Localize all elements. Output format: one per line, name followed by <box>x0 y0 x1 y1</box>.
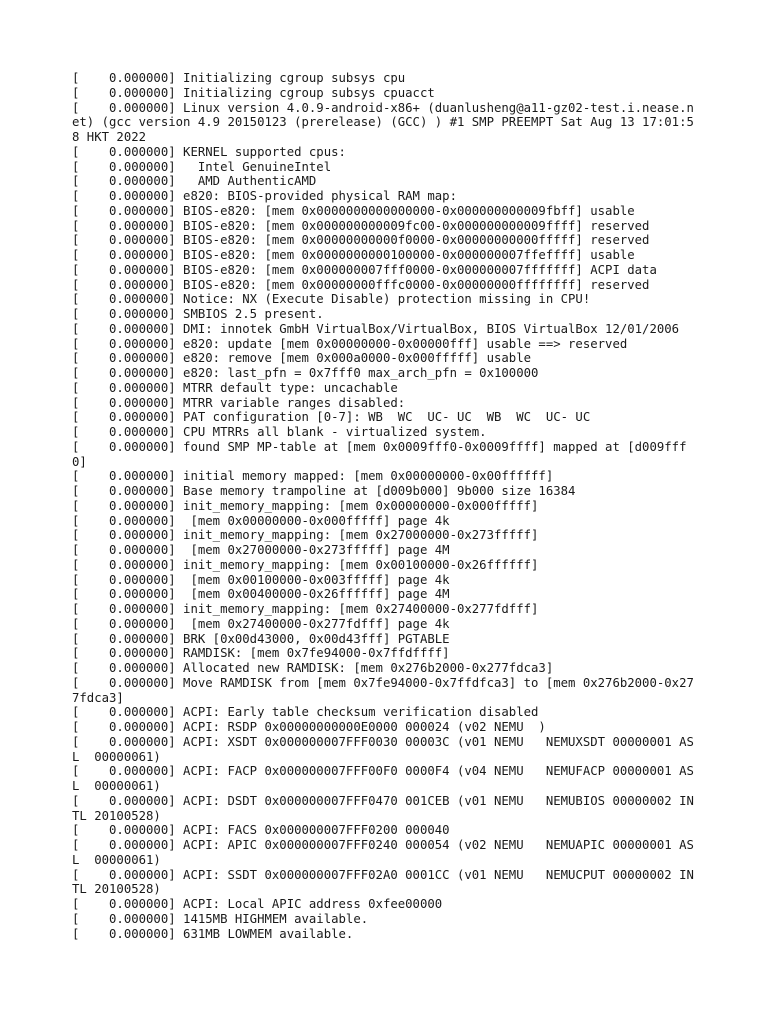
log-line: [ 0.000000] KERNEL supported cpus: <box>72 144 346 159</box>
log-line: [ 0.000000] init_memory_mapping: [mem 0x00000000-0x000fffff] <box>72 498 539 513</box>
log-line: [ 0.000000] initial memory mapped: [mem 0x00000000-0x00ffffff] <box>72 469 554 484</box>
log-line: [ 0.000000] RAMDISK: [mem 0x7fe94000-0x7ffdffff] <box>72 646 450 661</box>
log-line: [ 0.000000] ACPI: Local APIC address 0xfee00000 <box>72 897 443 911</box>
log-line: [ 0.000000] ACPI: DSDT 0x000000007FFF0470 001CEB (v01 NEMU NEMUBIOS 00000002 INTL 20100528) <box>72 793 694 823</box>
log-line: [ 0.000000] ACPI: APIC 0x000000007FFF0240 000054 (v02 NEMU NEMUAPIC 00000001 ASL 00000061) <box>72 838 694 867</box>
log-line: [ 0.000000] [mem 0x00000000-0x000fffff] page 4k <box>72 513 450 528</box>
log-line: [ 0.000000] BIOS-e820: [mem 0x000000007fff0000-0x000000007fffffff] ACPI data <box>72 262 657 277</box>
log-line: [ 0.000000] Move RAMDISK from [mem 0x7fe94000-0x7ffdfca3] to [mem 0x276b2000-0x277fdca3] <box>72 675 694 705</box>
log-line: [ 0.000000] DMI: innotek GmbH VirtualBox/VirtualBox, BIOS VirtualBox 12/01/2006 <box>72 321 680 336</box>
log-line: [ 0.000000] e820: remove [mem 0x000a0000-0x000fffff] usable <box>72 351 532 366</box>
log-line: [ 0.000000] BIOS-e820: [mem 0x0000000000100000-0x000000007ffeffff] usable <box>72 248 635 262</box>
log-line: [ 0.000000] e820: update [mem 0x00000000-0x00000fff] usable ==> reserved <box>72 336 628 351</box>
log-line: [ 0.000000] 1415MB HIGHMEM available. <box>72 911 369 926</box>
log-line: [ 0.000000] 631MB LOWMEM available. <box>72 926 354 941</box>
log-line: [ 0.000000] ACPI: XSDT 0x000000007FFF0030 00003C (v01 NEMU NEMUXSDT 00000001 ASL 00000061) <box>72 734 694 764</box>
log-line: [ 0.000000] BRK [0x00d43000, 0x00d43fff] PGTABLE <box>72 631 450 646</box>
log-line: [ 0.000000] ACPI: FACP 0x000000007FFF00F0 0000F4 (v04 NEMU NEMUFACP 00000001 ASL 00000061) <box>72 764 694 793</box>
log-line: [ 0.000000] e820: last_pfn = 0x7fff0 max_arch_pfn = 0x100000 <box>72 366 539 380</box>
log-line: [ 0.000000] Initializing cgroup subsys cpuacct <box>72 85 435 100</box>
log-line: [ 0.000000] ACPI: SSDT 0x000000007FFF02A0 0001CC (v01 NEMU NEMUCPUT 00000002 INTL 20100528) <box>72 867 694 897</box>
kernel-boot-log <box>72 71 698 941</box>
log-line: [ 0.000000] Intel GenuineIntel <box>72 159 332 174</box>
log-line: [ 0.000000] [mem 0x00100000-0x003fffff] page 4k <box>72 572 450 587</box>
log-line: [ 0.000000] BIOS-e820: [mem 0x00000000000f0000-0x00000000000fffff] reserved <box>72 233 650 248</box>
log-line: [ 0.000000] CPU MTRRs all blank - virtualized system. <box>72 425 487 439</box>
log-line: [ 0.000000] e820: BIOS-provided physical RAM map: <box>72 189 457 203</box>
log-line: [ 0.000000] init_memory_mapping: [mem 0x27400000-0x277fdfff] <box>72 602 539 616</box>
log-line: [ 0.000000] [mem 0x27000000-0x273fffff] page 4M <box>72 543 450 557</box>
log-line: [ 0.000000] BIOS-e820: [mem 0x0000000000000000-0x000000000009fbff] usable <box>72 203 635 218</box>
log-line: [ 0.000000] init_memory_mapping: [mem 0x27000000-0x273fffff] <box>72 528 539 543</box>
log-line: [ 0.000000] PAT configuration [0-7]: WB WC UC- UC WB WC UC- UC <box>72 410 591 425</box>
log-line: [ 0.000000] Linux version 4.0.9-android-x86+ (duanlusheng@a11-gz02-test.i.nease.net) (gcc version 4.9 20150123 (prerelease) (GCC) ) #1 SMP PREEMPT Sat Aug 13 17:01:58 HKT 2022 <box>72 100 694 144</box>
log-line: [ 0.000000] found SMP MP-table at [mem 0x0009fff0-0x0009ffff] mapped at [d009fff0] <box>72 439 687 469</box>
log-line: [ 0.000000] Notice: NX (Execute Disable) protection missing in CPU! <box>72 292 591 307</box>
log-line: [ 0.000000] ACPI: RSDP 0x00000000000E0000 000024 (v02 NEMU ) <box>72 720 546 734</box>
log-line: [ 0.000000] MTRR default type: uncachable <box>72 380 398 395</box>
log-line: [ 0.000000] BIOS-e820: [mem 0x00000000fffc0000-0x00000000ffffffff] reserved <box>72 277 650 292</box>
log-line: [ 0.000000] BIOS-e820: [mem 0x000000000009fc00-0x000000000009ffff] reserved <box>72 218 650 233</box>
log-line: [ 0.000000] ACPI: Early table checksum verification disabled <box>72 705 539 720</box>
log-line: [ 0.000000] init_memory_mapping: [mem 0x00100000-0x26ffffff] <box>72 557 539 572</box>
log-line: [ 0.000000] Base memory trampoline at [d009b000] 9b000 size 16384 <box>72 484 576 498</box>
log-line: [ 0.000000] AMD AuthenticAMD <box>72 174 317 189</box>
log-line: [ 0.000000] ACPI: FACS 0x000000007FFF0200 000040 <box>72 823 450 838</box>
log-line: [ 0.000000] [mem 0x27400000-0x277fdfff] page 4k <box>72 616 450 631</box>
log-line: [ 0.000000] MTRR variable ranges disabled: <box>72 395 406 410</box>
log-line: [ 0.000000] Initializing cgroup subsys cpu <box>72 71 406 85</box>
log-line: [ 0.000000] [mem 0x00400000-0x26ffffff] page 4M <box>72 587 450 602</box>
log-line: [ 0.000000] Allocated new RAMDISK: [mem 0x276b2000-0x277fdca3] <box>72 661 554 675</box>
log-line: [ 0.000000] SMBIOS 2.5 present. <box>72 307 324 321</box>
